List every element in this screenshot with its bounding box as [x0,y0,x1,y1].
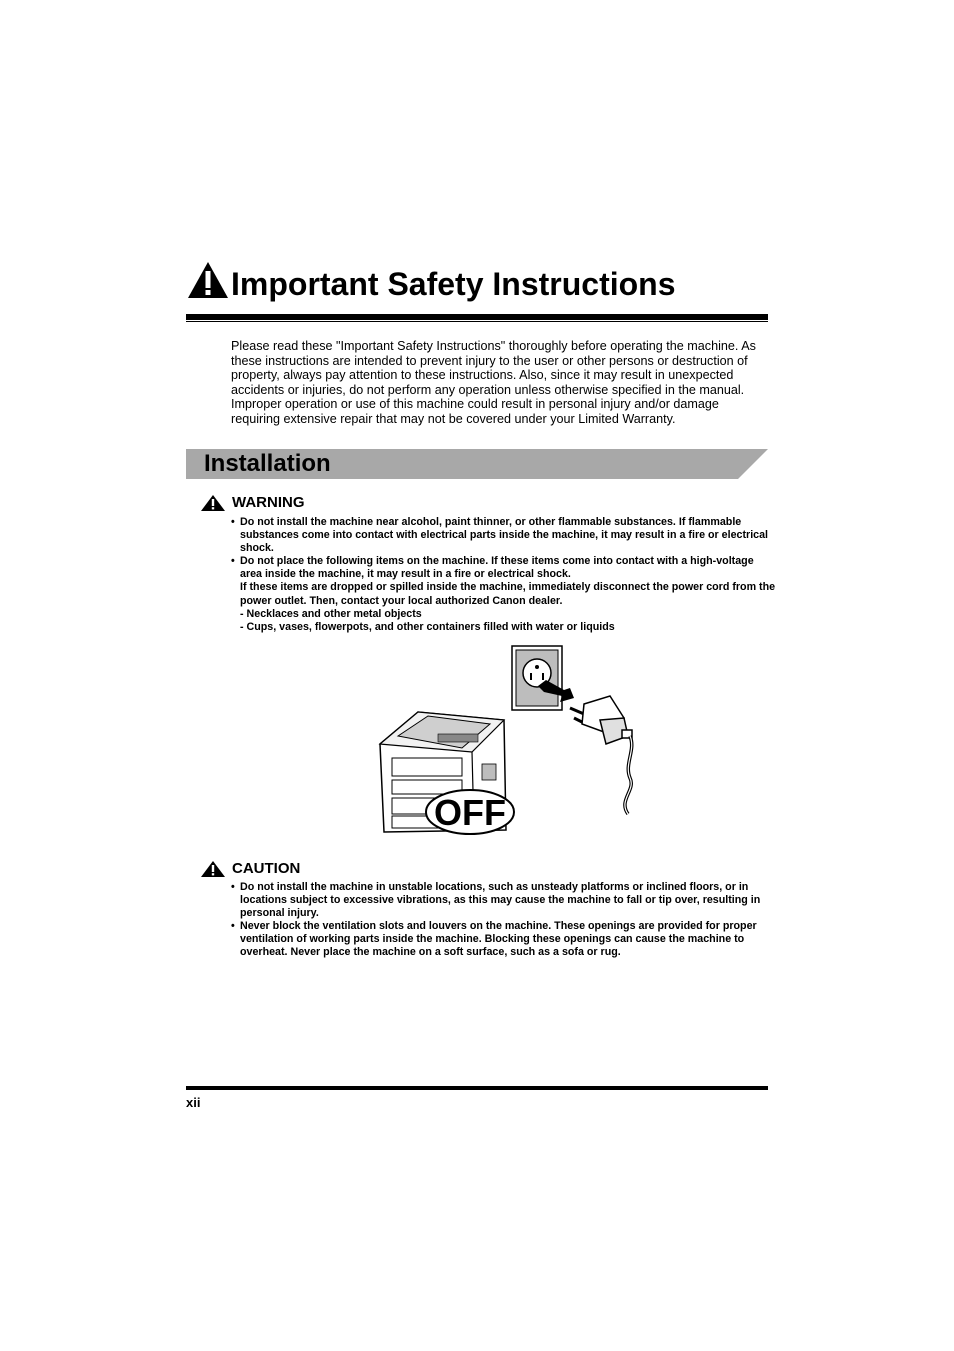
title-rule-thin [186,321,768,322]
warning-heading [199,493,399,513]
title-rule [186,314,768,320]
section-band [186,449,768,479]
warning-bullet-2-line-2: If these items are dropped or spilled inside the machine, immediately disconnect the power cord from the power outlet. Then, contact your local authorized Canon dealer. [240,581,776,607]
bullet-glyph: • [231,881,235,893]
list-item [231,920,776,959]
list-item [231,516,776,555]
bullet-glyph: • [231,516,235,528]
list-item [231,555,776,634]
caution-list [231,881,776,960]
warning-triangle-icon [186,260,230,300]
caution-bullet-1: Do not install the machine in unstable locations, such as unsteady platforms or inclined floors, or in locations subject to excessive vibrations, as this may cause the machine to fall or tip over, resulting in personal injury. [240,881,761,920]
printer-unplug-drawing [378,640,648,840]
warning-list [231,516,776,634]
warning-label: WARNING [232,494,305,511]
warning-sub-item-1: - Necklaces and other metal objects [240,607,422,620]
warning-triangle-icon [199,860,227,878]
page-number: xii [186,1095,201,1110]
caution-heading [199,859,399,879]
unplug-illustration [378,640,648,840]
footer-rule [186,1086,768,1090]
power-plug-icon [570,696,632,814]
off-text: OFF [434,792,506,833]
title-row [186,258,768,308]
warning-sub-item-2: - Cups, vases, flowerpots, and other containers filled with water or liquids [240,620,615,633]
off-badge [426,790,514,834]
bullet-glyph: • [231,555,235,568]
warning-bullet-1: Do not install the machine near alcohol, paint thinner, or other flammable substances. If flammable substances come into contact with electrical parts inside the machine, it may result in a fire or electrical shock. [240,516,769,555]
list-item [231,881,776,920]
caution-label: CAUTION [232,860,301,877]
caution-bullet-2: Never block the ventilation slots and louvers on the machine. These openings are provided for proper ventilation of working parts inside the machine. Blocking these openings can cause the machine to overheat. Never place the machine on a soft surface, such as a sofa or rug. [240,920,757,959]
warning-bullet-2-line-1: Do not place the following items on the machine. If these items come into contact with a high-voltage area inside the machine, it may result in a fire or electrical shock. [240,555,754,581]
wall-outlet-icon [512,646,562,710]
intro-paragraph: Please read these "Important Safety Instructions" thoroughly before operating the machine. As these instructions are intended to prevent injury to the user or other persons or destruction of property, always pay attention to these instructions. Also, since it may result in unexpected accidents or injuries, do not perform any operation unless otherwise specified in the manual. Improper operation or use of this machine could result in personal injury and/or damage requiring extensive repair that may not be covered under your Limited Warranty. [231,339,756,426]
bullet-glyph: • [231,920,235,933]
section-title: Installation [204,450,331,477]
warning-triangle-icon [199,494,227,512]
page-title: Important Safety Instructions [231,266,676,302]
